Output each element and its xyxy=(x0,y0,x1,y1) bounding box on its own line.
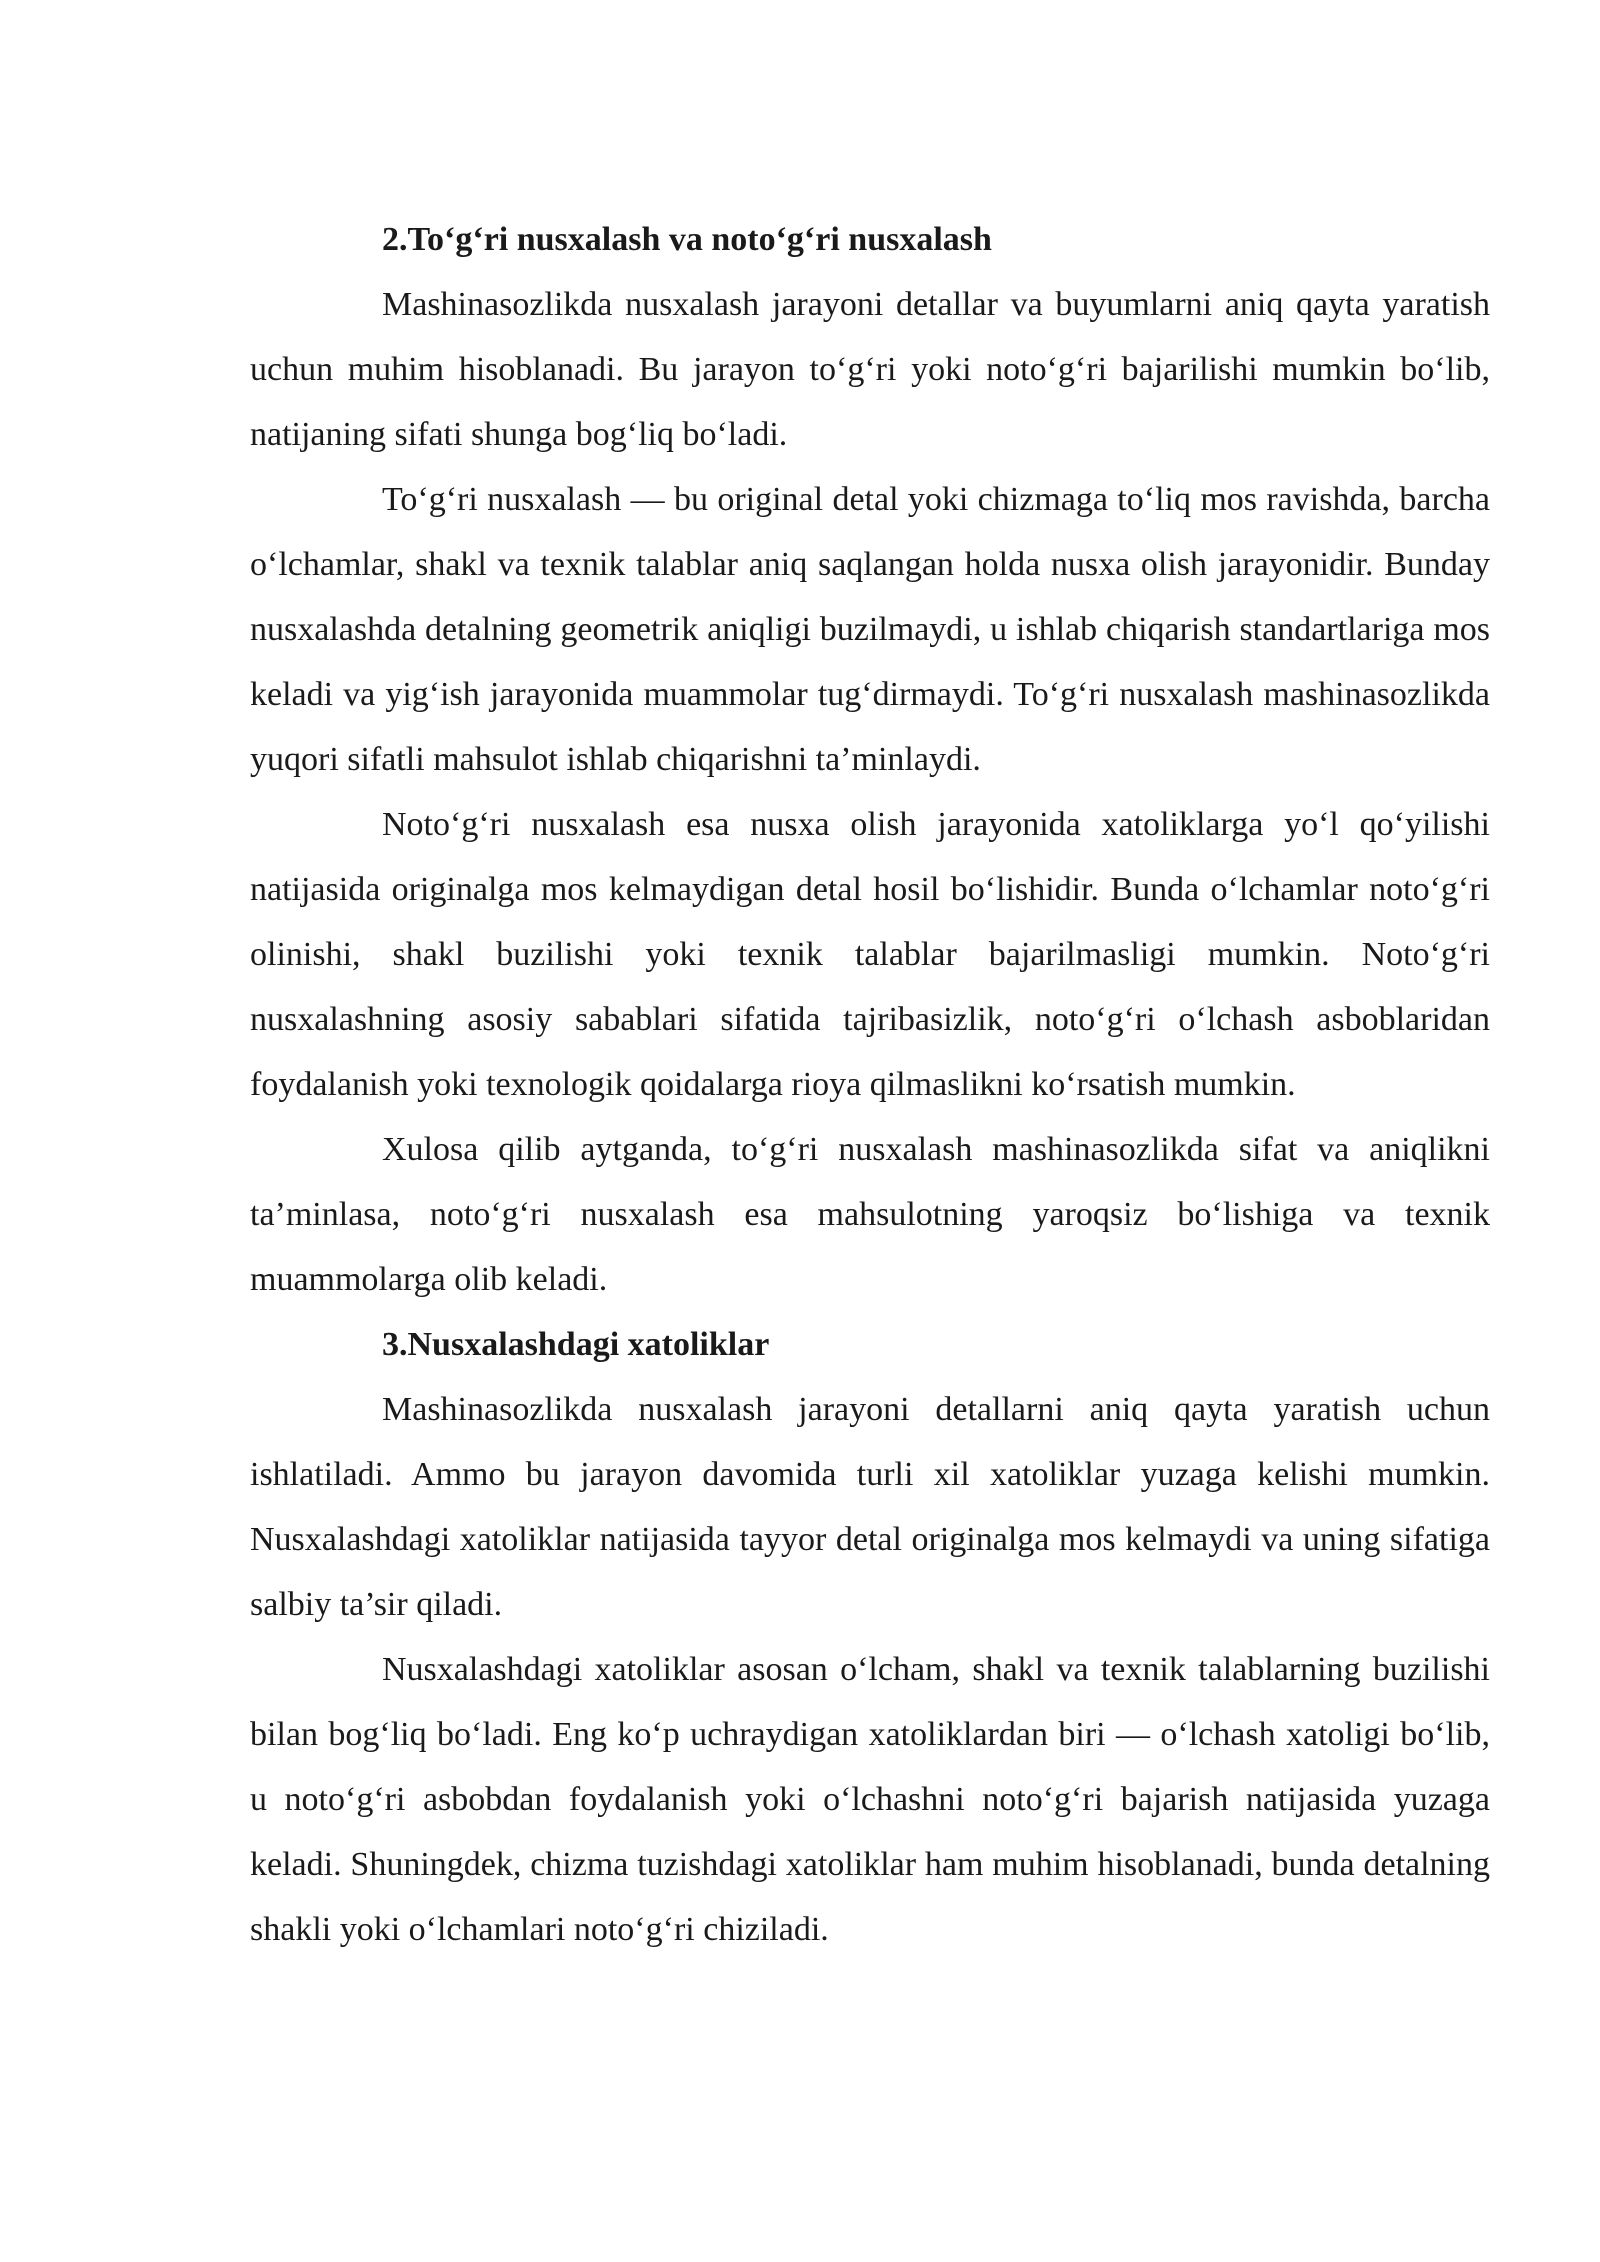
section-heading: 2.To‘g‘ri nusxalash va noto‘g‘ri nusxalash xyxy=(382,221,992,258)
section-copying-errors xyxy=(250,1312,1490,1962)
document-body xyxy=(250,207,1490,1962)
paragraph: To‘g‘ri nusxalash — bu original detal yoki chizmaga to‘liq mos ravishda, barcha o‘lchamlar, shakl va texnik talablar aniq saqlangan holda nusxa olish jarayonidir. Bunday nusxalashda detalning geometrik aniqligi buzilmaydi, u ishlab chiqarish standartlariga mos keladi va yig‘ish jarayonida muammolar tug‘dirmaydi. To‘g‘ri nusxalash mashinasozlikda yuqori sifatli mahsulot ishlab chiqarishni ta’minlaydi. xyxy=(250,481,1490,778)
paragraph: Mashinasozlikda nusxalash jarayoni detallarni aniq qayta yaratish uchun ishlatiladi. Ammo bu jarayon davomida turli xil xatoliklar yuzaga kelishi mumkin. Nusxalashdagi xatoliklar natijasida tayyor detal originalga mos kelmaydi va uning sifatiga salbiy ta’sir qiladi. xyxy=(250,1391,1490,1623)
section-correct-copying xyxy=(250,207,1490,1312)
section-heading: 3.Nusxalashdagi xatoliklar xyxy=(382,1326,770,1363)
paragraph: Mashinasozlikda nusxalash jarayoni detallar va buyumlarni aniq qayta yaratish uchun muhim hisoblanadi. Bu jarayon to‘g‘ri yoki noto‘g‘ri bajarilishi mumkin bo‘lib, natijaning sifati shunga bog‘liq bo‘ladi. xyxy=(250,286,1490,453)
paragraph: Noto‘g‘ri nusxalash esa nusxa olish jarayonida xatoliklarga yo‘l qo‘yilishi natijasida originalga mos kelmaydigan detal hosil bo‘lishidir. Bunda o‘lchamlar noto‘g‘ri olinishi, shakl buzilishi yoki texnik talablar bajarilmasligi mumkin. Noto‘g‘ri nusxalashning asosiy sabablari sifatida tajribasizlik, noto‘g‘ri o‘lchash asboblaridan foydalanish yoki texnologik qoidalarga rioya qilmaslikni ko‘rsatish mumkin. xyxy=(250,806,1490,1103)
paragraph: Nusxalashdagi xatoliklar asosan o‘lcham, shakl va texnik talablarning buzilishi bilan bog‘liq bo‘ladi. Eng ko‘p uchraydigan xatoliklardan biri — o‘lchash xatoligi bo‘lib, u noto‘g‘ri asbobdan foydalanish yoki o‘lchashni noto‘g‘ri bajarish natijasida yuzaga keladi. Shuningdek, chizma tuzishdagi xatoliklar ham muhim hisoblanadi, bunda detalning shakli yoki o‘lchamlari noto‘g‘ri chiziladi. xyxy=(250,1651,1490,1948)
paragraph: Xulosa qilib aytganda, to‘g‘ri nusxalash mashinasozlikda sifat va aniqlikni ta’minlasa, noto‘g‘ri nusxalash esa mahsulotning yaroqsiz bo‘lishiga va texnik muammolarga olib keladi. xyxy=(250,1131,1490,1298)
